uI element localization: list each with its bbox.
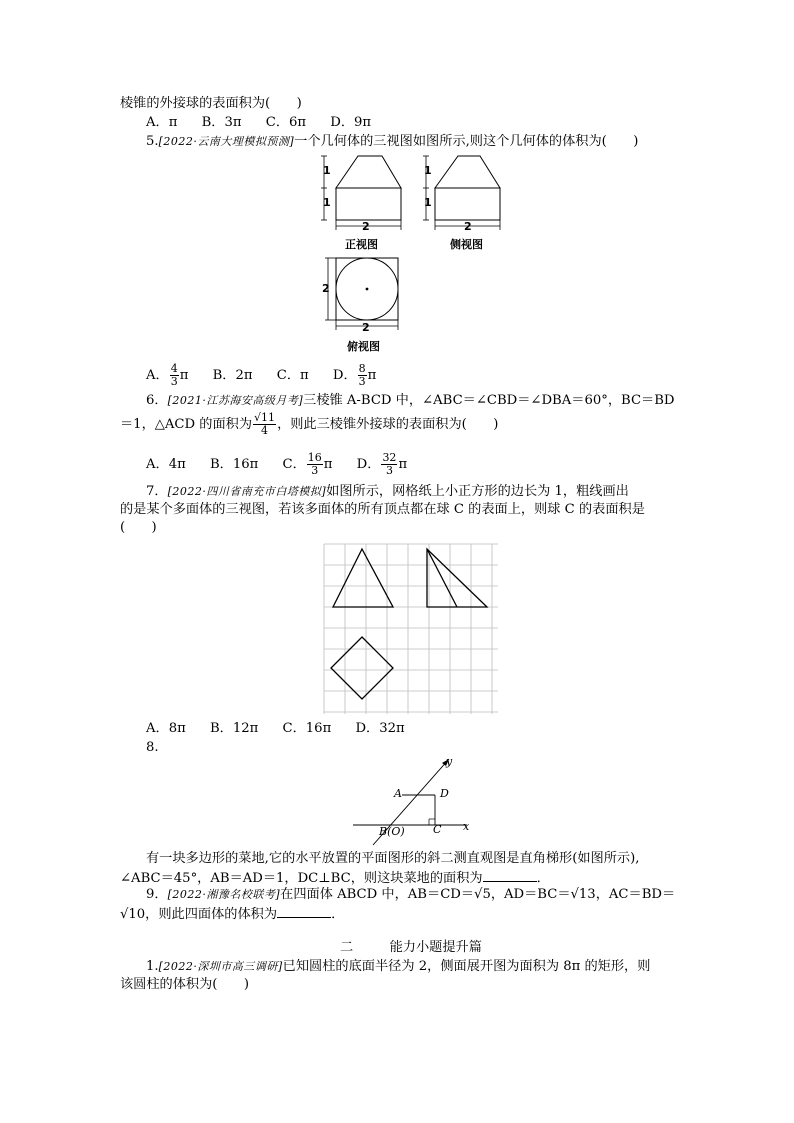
q8-label-y: y: [446, 755, 453, 768]
q5-option-b: B．2π: [212, 368, 253, 383]
q9-stem-line1: 9．[2022·湘豫名校联考]在四面体 ABCD 中，AB＝CD＝√5，AD＝BC＝√13，AC＝BD＝: [146, 887, 676, 902]
q4-option-b: B．3π: [201, 115, 242, 130]
q5-top-dim-width: 2: [362, 321, 370, 334]
s2q1-source: [2022·深圳市高三调研]: [158, 960, 283, 973]
q8-stem-line2: ∠ABC＝45°，AB＝AD＝1，DC⊥BC，则这块菜地的面积为 ．: [120, 871, 550, 886]
q7-option-d: D．32π: [355, 721, 405, 736]
q5-front-dim-bottom: 1: [323, 196, 331, 209]
q6-options: [146, 450, 427, 480]
q8-label-b: B(O): [379, 825, 405, 838]
q9-answer-blank: [277, 905, 331, 918]
q6-area-fraction: $\frac{√11}{4}$: [254, 411, 276, 437]
q8-label-x: x: [463, 820, 470, 833]
q4-option-d: D．9π: [330, 115, 372, 130]
q4-option-a: A．π: [146, 115, 178, 130]
q8-label-d: D: [440, 787, 449, 800]
q5-front-caption: 正视图: [345, 238, 378, 251]
q9-stem-line2: √10，则此四面体的体积为 ．: [120, 907, 345, 922]
q6-source: [2021·江苏海安高级月考]: [167, 394, 304, 407]
q5-side-caption: 侧视图: [450, 238, 483, 251]
q6-option-d: D． $\frac{32}{3}$ π: [356, 451, 408, 477]
q6-option-a: A．4π: [146, 457, 186, 472]
q5-number: 5.: [146, 134, 159, 149]
s2q1-stem-line1: 1.[2022·深圳市高三调研]已知圆柱的底面半径为 2，侧面展开图为面积为 8π 的矩形，则: [146, 959, 651, 974]
q9-source: [2022·湘豫名校联考]: [167, 888, 281, 901]
q7-source: [2022·四川省南充市白塔模拟]: [167, 485, 327, 498]
q5-side-dim-bottom: 1: [424, 196, 432, 209]
section-heading: [340, 940, 482, 956]
q6-option-c: C． $\frac{16}{3}$ π: [282, 451, 333, 477]
q5-options: [146, 362, 396, 390]
q8-label-a: A: [394, 787, 402, 800]
section-title: 能力小题提升篇: [389, 940, 482, 955]
q8-stem-line1: 有一块多边形的菜地,它的水平放置的平面图形的斜二测直观图是直角梯形(如图所示),: [146, 851, 640, 866]
q4-stem-tail: 棱锥的外接球的表面积为( ): [120, 96, 302, 111]
q5-front-dim-top: 1: [323, 164, 331, 177]
q8-figure: [345, 755, 480, 850]
q5-text: 一个几何体的三视图如图所示,则这个几何体的体积为( ): [294, 134, 639, 149]
q8-label-c: C: [433, 823, 442, 836]
q7-option-c: C．16π: [282, 721, 332, 736]
q7-option-b: B．12π: [209, 721, 259, 736]
q7-stem-line2: 的是某个多面体的三视图，若该多面体的所有顶点都在球 C 的表面上，则球 C 的表面积是: [120, 502, 645, 517]
q4-options: [146, 115, 391, 131]
q5-option-a: A． $\frac{4}{3}$ π: [146, 362, 189, 388]
s2q1-stem-line2: 该圆柱的体积为( ): [120, 977, 249, 992]
section-number: 二: [340, 940, 354, 955]
q7-grid-figure: [322, 540, 500, 718]
q5-side-dim-top: 1: [424, 164, 432, 177]
q5-top-caption: 俯视图: [347, 340, 380, 353]
q5-side-dim-width: 2: [464, 220, 472, 233]
q6-stem-line1: 6．[2021·江苏海安高级月考]三棱锥 A-BCD 中，∠ABC＝∠CBD＝∠DBA＝60°，BC＝BD: [146, 393, 675, 408]
q7-options: [146, 721, 425, 737]
q5-source: [2022·云南大理模拟预测]: [158, 135, 295, 148]
q8-number: 8.: [146, 740, 159, 755]
q5-front-dim-width: 2: [362, 220, 370, 233]
q5-stem: [146, 134, 638, 150]
q5-option-c: C．π: [276, 368, 309, 383]
q7-stem-line1: 7．[2022·四川省南充市白塔模拟]如图所示，网格纸上小正方形的边长为 1，粗线画出: [146, 484, 629, 499]
q5-option-d: D． $\frac{8}{3}$ π: [332, 362, 377, 388]
q5-top-dim-height: 2: [322, 282, 330, 295]
q8-answer-blank: [483, 869, 537, 882]
q6-option-b: B．16π: [209, 457, 259, 472]
q7-option-a: A．8π: [146, 721, 186, 736]
q4-option-c: C．6π: [265, 115, 307, 130]
q6-stem-line2: ＝1，△ACD 的面积为 $\frac{√11}{4}$ ，则此三棱锥外接球的表面积为( ): [120, 411, 499, 437]
q7-stem-line3: ( ): [120, 520, 157, 535]
